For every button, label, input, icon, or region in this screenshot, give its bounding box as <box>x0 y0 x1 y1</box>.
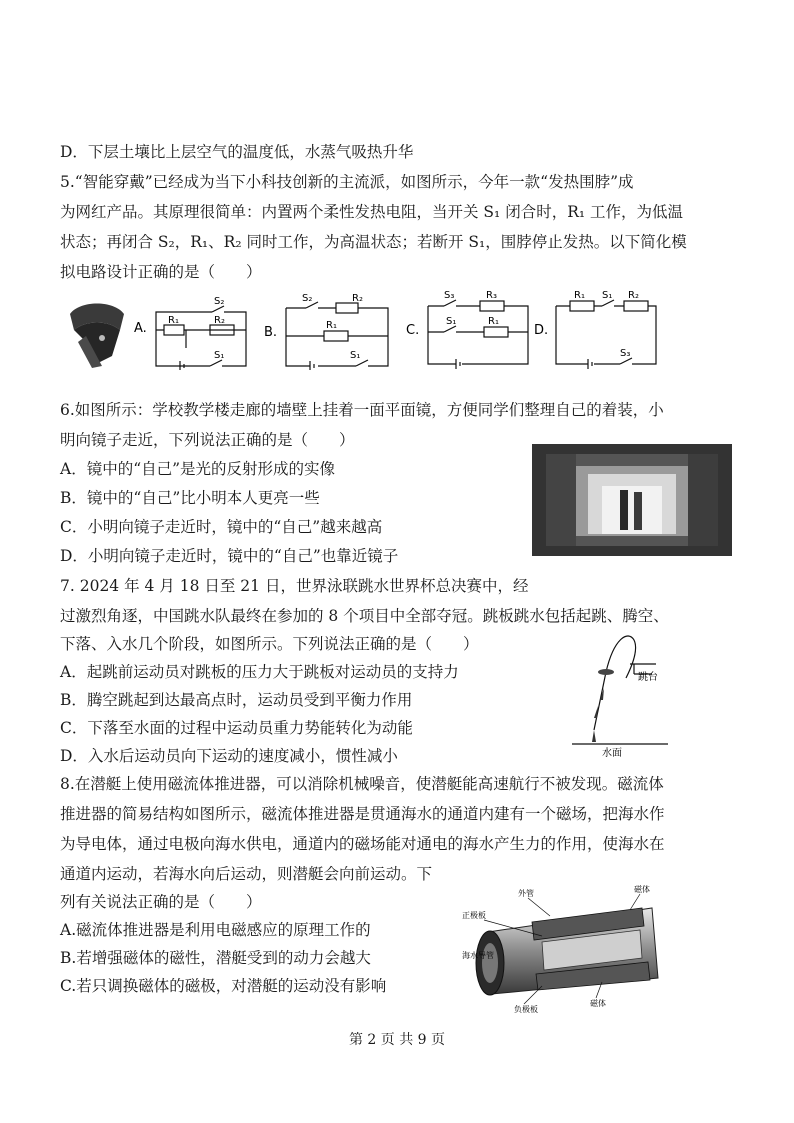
option-8b: B.若增强磁体的磁性，潜艇受到的动力会越大 <box>60 949 371 967</box>
svg-text:R₂: R₂ <box>352 293 363 304</box>
question-8-text: 为导电体，通过电极向海水供电，通道内的磁场能对通电的海水产生力的作用，使海水在 <box>60 835 665 853</box>
svg-text:S₁: S₁ <box>602 290 613 301</box>
svg-text:S₂: S₂ <box>302 293 313 304</box>
question-8-text: 通道内运动，若海水向后运动，则潜艇会向前运动。下 <box>60 865 433 883</box>
svg-text:R₁: R₁ <box>488 316 499 327</box>
question-5-text: 状态；再闭合 S₂，R₁、R₂ 同时工作，为高温状态；若断开 S₁，围脖停止发热。以下简化模 <box>60 233 687 251</box>
question-5-text: 拟电路设计正确的是（ ） <box>60 263 262 281</box>
option-8c: C.若只调换磁体的磁极，对潜艇的运动没有影响 <box>60 977 387 995</box>
svg-text:S₃: S₃ <box>444 290 455 301</box>
question-7-text: 7. 2024 年 4 月 18 日至 21 日，世界泳联跳水世界杯总决赛中，经 <box>60 577 529 595</box>
outer-tube-label: 外管 <box>518 889 534 898</box>
question-8-text: 列有关说法正确的是（ ） <box>60 893 262 911</box>
circuit-c-label: C. <box>406 323 420 338</box>
svg-text:R₂: R₂ <box>214 315 225 326</box>
question-6-text: 明向镜子走近，下列说法正确的是（ ） <box>60 431 355 449</box>
circuit-b-label: B. <box>264 325 278 340</box>
option-6a: A．镜中的“自己”是光的反射形成的实像 <box>60 460 336 478</box>
option-6d: D．小明向镜子走近时，镜中的“自己”也靠近镜子 <box>60 547 399 565</box>
positive-plate-label: 正极板 <box>462 911 486 920</box>
platform-label: 跳台 <box>638 672 658 683</box>
option-7c: C．下落至水面的过程中运动员重力势能转化为动能 <box>60 719 413 737</box>
circuit-d <box>532 286 662 370</box>
water-surface-label: 水面 <box>602 748 622 759</box>
circuit-c <box>404 286 540 370</box>
circuit-d-label: D. <box>534 323 549 338</box>
option-7a: A．起跳前运动员对跳板的压力大于跳板对运动员的支持力 <box>60 663 459 681</box>
scarf-image <box>62 296 132 368</box>
diving-figure <box>568 618 678 760</box>
question-5-text: 5.“智能穿戴”已经成为当下小科技创新的主流派，如图所示，今年一款“发热围脖”成 <box>60 173 634 191</box>
question-5-text: 为网红产品。其原理很简单：内置两个柔性发热电阻，当开关 S₁ 闭合时，R₁ 工作，为低温 <box>60 203 683 221</box>
negative-plate-label: 负极板 <box>514 1005 538 1014</box>
svg-text:S₂: S₂ <box>214 296 225 307</box>
svg-text:S₁: S₁ <box>446 316 457 327</box>
magnet-top-label: 磁体 <box>634 885 650 894</box>
svg-text:S₁: S₁ <box>350 350 361 361</box>
option-7d: D．入水后运动员向下运动的速度减小，惯性减小 <box>60 747 398 765</box>
option-6c: C．小明向镜子走近时，镜中的“自己”越来越高 <box>60 518 383 536</box>
magnet-bottom-label: 磁体 <box>590 999 606 1008</box>
thruster-diagram <box>462 882 682 1018</box>
svg-text:R₃: R₃ <box>486 290 497 301</box>
svg-text:S₁: S₁ <box>214 350 225 361</box>
mirror-photo <box>532 444 732 556</box>
circuit-a-label: A. <box>134 321 147 336</box>
svg-text:R₁: R₁ <box>574 290 585 301</box>
svg-text:R₂: R₂ <box>628 290 639 301</box>
circuit-a <box>132 292 250 370</box>
svg-text:S₃: S₃ <box>620 348 631 359</box>
seawater-channel-label: 海水导管 <box>462 951 494 960</box>
circuit-b <box>262 292 402 370</box>
question-8-text: 8.在潜艇上使用磁流体推进器，可以消除机械噪音，使潜艇能高速航行不被发现。磁流体 <box>60 775 664 793</box>
option-7b: B．腾空跳起到达最高点时，运动员受到平衡力作用 <box>60 691 413 709</box>
question-6-text: 6.如图所示：学校教学楼走廊的墙壁上挂着一面平面镜，方便同学们整理自己的着装，小 <box>60 401 664 419</box>
question-7-text: 下落、入水几个阶段，如图所示。下列说法正确的是（ ） <box>60 635 479 653</box>
svg-text:R₁: R₁ <box>326 320 337 331</box>
svg-text:R₁: R₁ <box>168 315 179 326</box>
option-4d: D．下层土壤比上层空气的温度低，水蒸气吸热升华 <box>60 143 414 161</box>
option-8a: A.磁流体推进器是利用电磁感应的原理工作的 <box>60 921 371 939</box>
option-6b: B．镜中的“自己”比小明本人更亮一些 <box>60 489 320 507</box>
question-7-text: 过激烈角逐，中国跳水队最终在参加的 8 个项目中全部夺冠。跳板跳水包括起跳、腾空、 <box>60 607 669 625</box>
question-8-text: 推进器的简易结构如图所示，磁流体推进器是贯通海水的通道内建有一个磁场，把海水作 <box>60 805 665 823</box>
page-footer: 第 2 页 共 9 页 <box>348 1032 446 1048</box>
